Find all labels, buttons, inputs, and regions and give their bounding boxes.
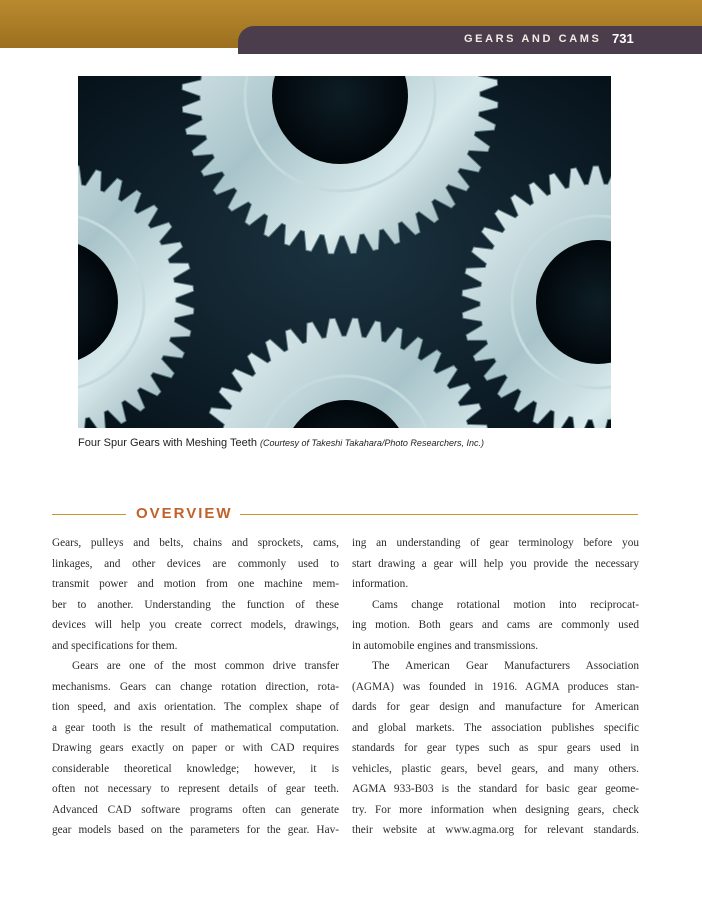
body-line: and specifications for them. xyxy=(52,639,178,652)
body-line: in automobile engines and transmissions. xyxy=(352,639,539,652)
body-line: their website at www.agma.org for relevant standards. xyxy=(352,824,639,836)
body-line: AGMA 933-B03 is the standard for basic gear geome- xyxy=(352,783,639,795)
body-line: try. For more information when designing gears, check xyxy=(352,803,639,816)
body-line: considerable theoretical knowledge; however, it is xyxy=(52,762,339,775)
caption-credit: (Courtesy of Takeshi Takahara/Photo Researchers, Inc.) xyxy=(260,438,484,448)
overview-rule-left xyxy=(52,514,126,515)
body-line: Gears are one of the most common drive transfer xyxy=(72,660,339,672)
body-line: standards for gear types such as spur gears used in xyxy=(352,742,639,754)
body-line: vehicles, plastic gears, bevel gears, and many others. xyxy=(352,762,639,775)
body-line: ing an understanding of gear terminology before you xyxy=(352,537,639,549)
body-line: mechanisms. Gears can change rotation direction, rota- xyxy=(52,680,339,693)
body-line: Cams change rotational motion into reciprocat- xyxy=(372,598,639,611)
body-line: and global markets. The association publishes specific xyxy=(352,721,639,734)
page-number: 731 xyxy=(612,31,634,46)
body-line: often not necessary to represent details of gear teeth. xyxy=(52,783,339,795)
body-line: gear models based on the parameters for the gear. Hav- xyxy=(52,824,339,836)
body-line: Drawing gears exactly on paper or with CAD requires xyxy=(52,742,339,754)
gears-photo xyxy=(78,76,611,428)
body-line: linkages, and other devices are commonly used to xyxy=(52,557,339,570)
gears-illustration xyxy=(78,76,611,428)
body-line: dards for gear design and manufacture for American xyxy=(352,701,639,713)
body-line: The American Gear Manufacturers Association xyxy=(372,660,639,672)
body-line: Gears, pulleys and belts, chains and sprockets, cams, xyxy=(52,537,339,549)
body-line: information. xyxy=(352,578,409,590)
overview-rule-right xyxy=(240,514,638,515)
caption-title: Four Spur Gears with Meshing Teeth xyxy=(78,437,257,449)
body-line: ber to another. Understanding the function of these xyxy=(52,598,339,611)
running-head-title: GEARS AND CAMS xyxy=(464,33,602,45)
body-line: start drawing a gear will help you provide the necessary xyxy=(352,557,639,570)
body-line: Advanced CAD software programs often can generate xyxy=(52,803,339,816)
body-line: (AGMA) was founded in 1916. AGMA produces stan- xyxy=(352,680,639,693)
body-line: ing motion. Both gears and cams are commonly used xyxy=(352,619,639,631)
figure-caption xyxy=(78,437,638,449)
overview-heading: OVERVIEW xyxy=(136,505,233,522)
body-line: tion speed, and axis orientation. The complex shape of xyxy=(52,701,339,713)
body-line: transmit power and motion from one machine mem- xyxy=(52,578,339,590)
body-line: devices will help you create correct models, drawings, xyxy=(52,619,339,631)
body-line: a gear tooth is the result of mathematical computation. xyxy=(52,721,339,734)
body-column-left xyxy=(52,533,339,841)
body-column-right xyxy=(352,533,639,841)
